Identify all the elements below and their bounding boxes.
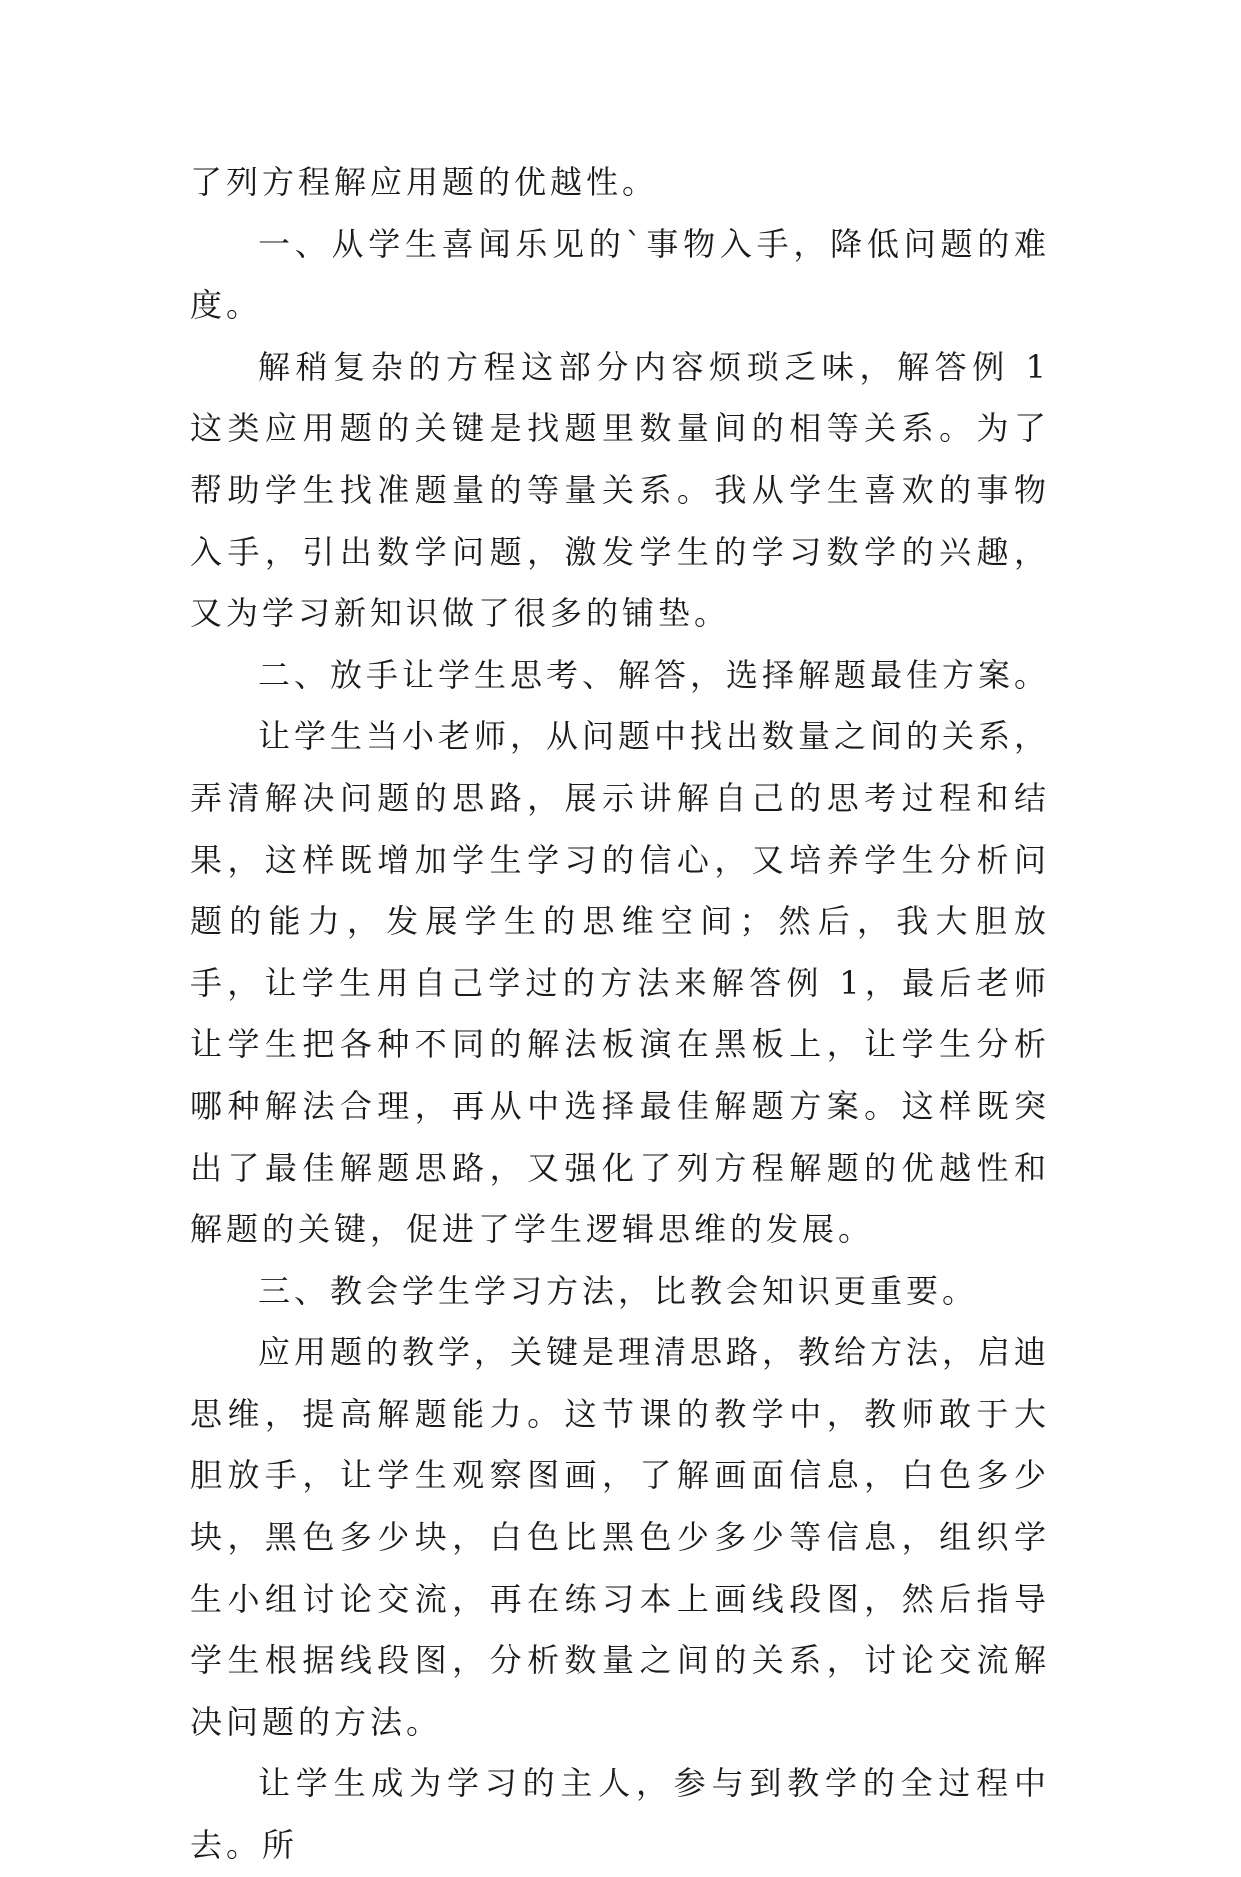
section-heading-2: 二、放手让学生思考、解答，选择解题最佳方案。 bbox=[258, 655, 1051, 694]
paragraph: 解稍复杂的方程这部分内容烦琐乏味，解答例 1 这类应用题的关键是找题里数量间的相等关系。为了帮助学生找准题量的等量关系。我从学生喜欢的事物入手，引出数学问题，激发学生的学习数学的兴趣，又为学习新知识做了很多的铺垫。 bbox=[190, 347, 1050, 633]
paragraph: 让学生成为学习的主人，参与到教学的全过程中去。所 bbox=[190, 1764, 1050, 1865]
paragraph: 让学生当小老师，从问题中找出数量之间的关系，弄清解决问题的思路，展示讲解自己的思考过程和结果，这样既增加学生学习的信心，又培养学生分析问题的能力，发展学生的思维空间；然后，我大胆放手，让学生用自己学过的方法来解答例 1，最后老师让学生把各种不同的解法板演在黑板上，让学生分析哪种解法合理，再从中选择最佳解题方案。这样既突出了最佳解题思路，又强化了列方程解题的优越性和解题的关键，促进了学生逻辑思维的发展。 bbox=[190, 717, 1051, 1249]
section-heading-3: 三、教会学生学习方法，比教会知识更重要。 bbox=[258, 1271, 979, 1310]
paragraph: 应用题的教学，关键是理清思路，教给方法，启迪思维，提高解题能力。这节课的教学中，教师敢于大胆放手，让学生观察图画，了解画面信息，白色多少块，黑色多少块，白色比黑色少多少等信息，组织学生小组讨论交流，再在练习本上画线段图，然后指导学生根据线段图，分析数量之间的关系，讨论交流解决问题的方法。 bbox=[190, 1333, 1051, 1741]
document-body bbox=[190, 152, 1050, 1877]
section-heading-1: 一、从学生喜闻乐见的`事物入手，降低问题的难度。 bbox=[190, 224, 1050, 325]
paragraph-continuation: 了列方程解应用题的优越性。 bbox=[190, 163, 659, 201]
